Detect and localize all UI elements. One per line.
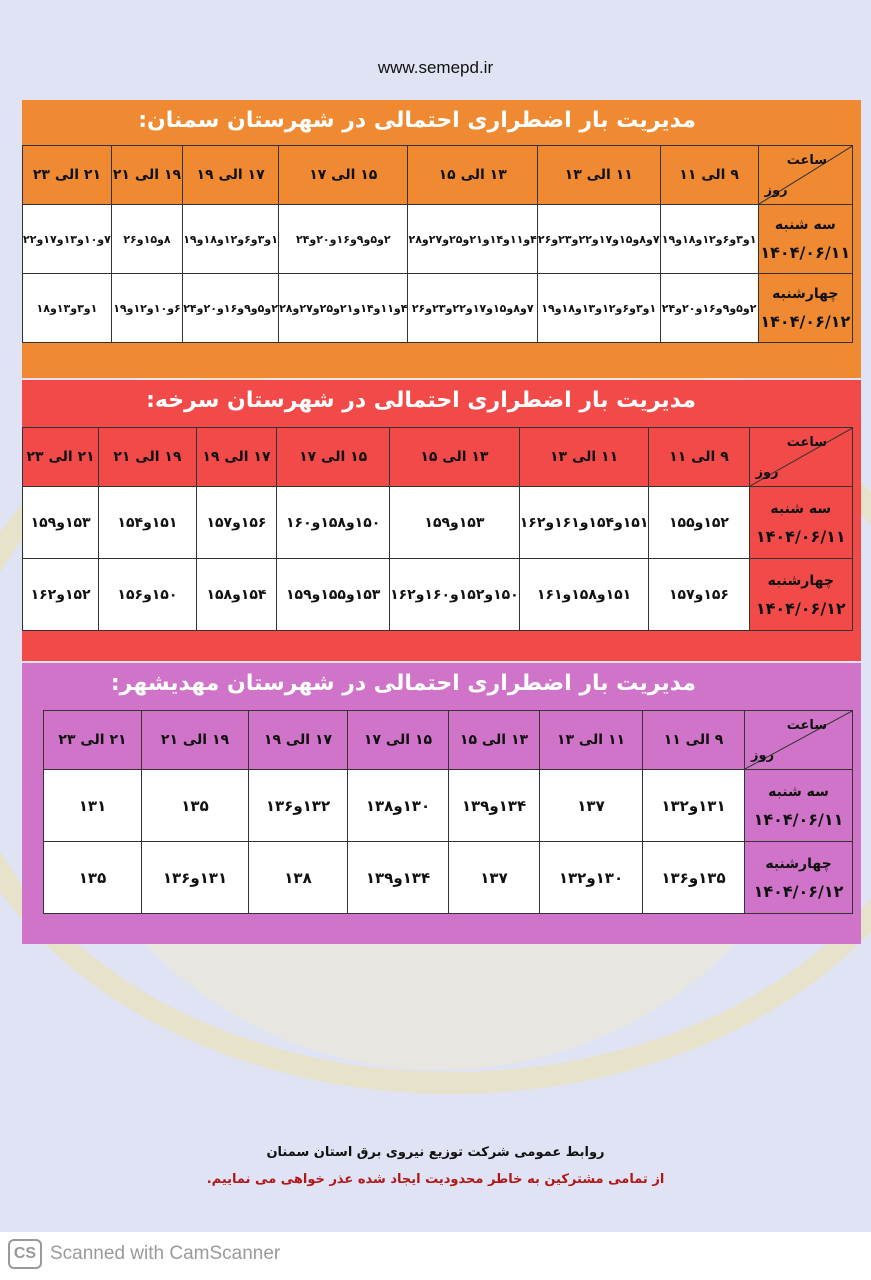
corner-day-label: روز	[751, 748, 775, 763]
day-date: ۱۴۰۴/۰۶/۱۲	[753, 881, 844, 901]
day-date: ۱۴۰۴/۰۶/۱۲	[755, 598, 846, 618]
hour-header: ۲۱ الی ۲۳	[23, 428, 99, 487]
corner-day-label: روز	[764, 183, 788, 198]
feeder-cell: ۱و۳و۶و۱۲و۱۳و۱۸و۱۹	[537, 274, 660, 343]
table-row	[44, 842, 853, 914]
feeder-cell: ۱۳۵	[44, 842, 142, 914]
day-name: سه شنبه	[774, 217, 836, 233]
feeder-cell: ۷و۸و۱۵و۱۷و۲۲و۲۳و۲۶	[537, 205, 660, 274]
feeder-cell: ۷و۱۰و۱۳و۱۷و۲۲	[23, 205, 112, 274]
day-cell	[745, 842, 853, 914]
section-3	[22, 663, 861, 944]
section-title: مدیریت بار اضطراری احتمالی در شهرستان سمنان:	[138, 108, 696, 133]
hour-header: ۱۱ الی ۱۳	[537, 146, 660, 205]
feeder-cell: ۴و۱۱و۱۴و۲۱و۲۵و۲۷و۲۸	[408, 205, 537, 274]
hour-header: ۱۹ الی ۲۱	[99, 428, 196, 487]
feeder-cell: ۱۵۶و۱۵۷	[649, 559, 749, 631]
table-row	[23, 205, 853, 274]
feeder-cell: ۱۵۳و۱۵۹	[23, 487, 99, 559]
hour-header: ۱۹ الی ۲۱	[142, 711, 249, 770]
table-row	[23, 559, 853, 631]
day-name: سه شنبه	[770, 500, 832, 517]
table-row	[23, 487, 853, 559]
feeder-cell: ۱۵۴و۱۵۸	[196, 559, 277, 631]
corner-day-label: روز	[755, 465, 779, 480]
day-name: سه شنبه	[768, 783, 829, 800]
website-url: www.semepd.ir	[377, 58, 494, 77]
hour-header: ۱۳ الی ۱۵	[390, 428, 520, 487]
day-date: ۱۴۰۴/۰۶/۱۲	[760, 312, 851, 331]
section-2	[22, 380, 861, 661]
section-title: مدیریت بار اضطراری احتمالی در شهرستان مهدیشهر:	[110, 671, 696, 696]
footer-apology: از تمامی مشترکین به خاطر محدودیت ایجاد شده عذر خواهی می نماییم.	[206, 1172, 665, 1187]
hour-header: ۹ الی ۱۱	[660, 146, 758, 205]
schedule-table	[43, 710, 853, 914]
corner-cell	[745, 711, 853, 770]
day-name: چهارشنبه	[772, 286, 839, 302]
feeder-cell: ۷و۸و۱۵و۱۷و۲۲و۲۳و۲۶	[408, 274, 537, 343]
feeder-cell: ۱۳۵	[142, 770, 249, 842]
day-name: چهارشنبه	[767, 572, 834, 589]
hour-header: ۱۷ الی ۱۹	[183, 146, 279, 205]
table-row	[44, 770, 853, 842]
feeder-cell: ۱۳۴و۱۳۹	[348, 842, 449, 914]
feeder-cell: ۱۵۱و۱۵۸و۱۶۱	[519, 559, 649, 631]
day-date: ۱۴۰۴/۰۶/۱۱	[753, 809, 844, 829]
feeder-cell: ۱۳۵و۱۳۶	[643, 842, 745, 914]
feeder-cell: ۱۵۱و۱۵۴و۱۶۱و۱۶۲	[519, 487, 649, 559]
hour-header: ۱۵ الی ۱۷	[279, 146, 408, 205]
footer-organization: روابط عمومی شرکت توزیع نیروی برق استان سمنان	[266, 1145, 605, 1160]
schedule-table	[22, 427, 853, 631]
feeder-cell: ۱۵۰و۱۵۲و۱۶۰و۱۶۲	[390, 559, 520, 631]
feeder-cell: ۶و۱۰و۱۲و۱۹	[111, 274, 182, 343]
feeder-cell: ۱۵۱و۱۵۴	[99, 487, 196, 559]
feeder-cell: ۱۵۳و۱۵۵و۱۵۹	[277, 559, 390, 631]
feeder-cell: ۱۵۰و۱۵۶	[99, 559, 196, 631]
day-name: چهارشنبه	[765, 855, 832, 872]
hour-header: ۱۱ الی ۱۳	[519, 428, 649, 487]
corner-cell	[758, 146, 852, 205]
feeder-cell: ۱۵۰و۱۵۸و۱۶۰	[277, 487, 390, 559]
scanner-watermark-text: Scanned with CamScanner	[50, 1243, 281, 1264]
corner-hour-label: ساعت	[786, 153, 827, 168]
feeder-cell: ۱۳۰و۱۳۲	[540, 842, 643, 914]
day-cell	[749, 487, 852, 559]
feeder-cell: ۱و۳و۱۳و۱۸	[23, 274, 112, 343]
hour-header: ۱۵ الی ۱۷	[348, 711, 449, 770]
hour-header: ۱۱ الی ۱۳	[540, 711, 643, 770]
feeder-cell: ۱و۳و۶و۱۲و۱۸و۱۹	[183, 205, 279, 274]
hour-header: ۱۷ الی ۱۹	[196, 428, 277, 487]
feeder-cell: ۱و۳و۶و۱۲و۱۸و۱۹	[660, 205, 758, 274]
feeder-cell: ۱۳۰و۱۳۸	[348, 770, 449, 842]
day-cell	[758, 274, 852, 343]
feeder-cell: ۱۳۲و۱۳۶	[249, 770, 348, 842]
table-header-row	[23, 146, 853, 205]
feeder-cell: ۱۳۸	[249, 842, 348, 914]
feeder-cell: ۲و۵و۹و۱۶و۲۰و۲۴	[183, 274, 279, 343]
day-cell	[758, 205, 852, 274]
table-header-row	[44, 711, 853, 770]
hour-header: ۹ الی ۱۱	[649, 428, 749, 487]
hour-header: ۲۱ الی ۲۳	[44, 711, 142, 770]
camscanner-logo-icon: CS	[8, 1239, 42, 1269]
table-header-row	[23, 428, 853, 487]
table-row	[23, 274, 853, 343]
feeder-cell: ۲و۵و۹و۱۶و۲۰و۲۴	[279, 205, 408, 274]
feeder-cell: ۱۳۱	[44, 770, 142, 842]
day-cell	[749, 559, 852, 631]
feeder-cell: ۱۵۶و۱۵۷	[196, 487, 277, 559]
hour-header: ۹ الی ۱۱	[643, 711, 745, 770]
feeder-cell: ۲و۵و۹و۱۶و۲۰و۲۴	[660, 274, 758, 343]
corner-hour-label: ساعت	[786, 718, 827, 733]
feeder-cell: ۱۵۲و۱۶۲	[23, 559, 99, 631]
feeder-cell: ۱۵۲و۱۵۵	[649, 487, 749, 559]
feeder-cell: ۱۳۱و۱۳۲	[643, 770, 745, 842]
day-cell	[745, 770, 853, 842]
feeder-cell: ۴و۱۱و۱۴و۲۱و۲۵و۲۷و۲۸	[279, 274, 408, 343]
day-date: ۱۴۰۴/۰۶/۱۱	[755, 526, 846, 546]
hour-header: ۱۳ الی ۱۵	[449, 711, 540, 770]
hour-header: ۲۱ الی ۲۳	[23, 146, 112, 205]
section-1	[22, 100, 861, 378]
schedule-table	[22, 145, 853, 343]
section-title: مدیریت بار اضطراری احتمالی در شهرستان سرخه:	[146, 388, 696, 413]
corner-cell	[749, 428, 852, 487]
hour-header: ۱۳ الی ۱۵	[408, 146, 537, 205]
feeder-cell: ۱۳۱و۱۳۶	[142, 842, 249, 914]
feeder-cell: ۱۳۴و۱۳۹	[449, 770, 540, 842]
feeder-cell: ۱۳۷	[449, 842, 540, 914]
hour-header: ۱۵ الی ۱۷	[277, 428, 390, 487]
feeder-cell: ۱۵۳و۱۵۹	[390, 487, 520, 559]
feeder-cell: ۸و۱۵و۲۶	[111, 205, 182, 274]
corner-hour-label: ساعت	[786, 435, 827, 450]
hour-header: ۱۹ الی ۲۱	[111, 146, 182, 205]
feeder-cell: ۱۳۷	[540, 770, 643, 842]
day-date: ۱۴۰۴/۰۶/۱۱	[760, 243, 851, 262]
hour-header: ۱۷ الی ۱۹	[249, 711, 348, 770]
